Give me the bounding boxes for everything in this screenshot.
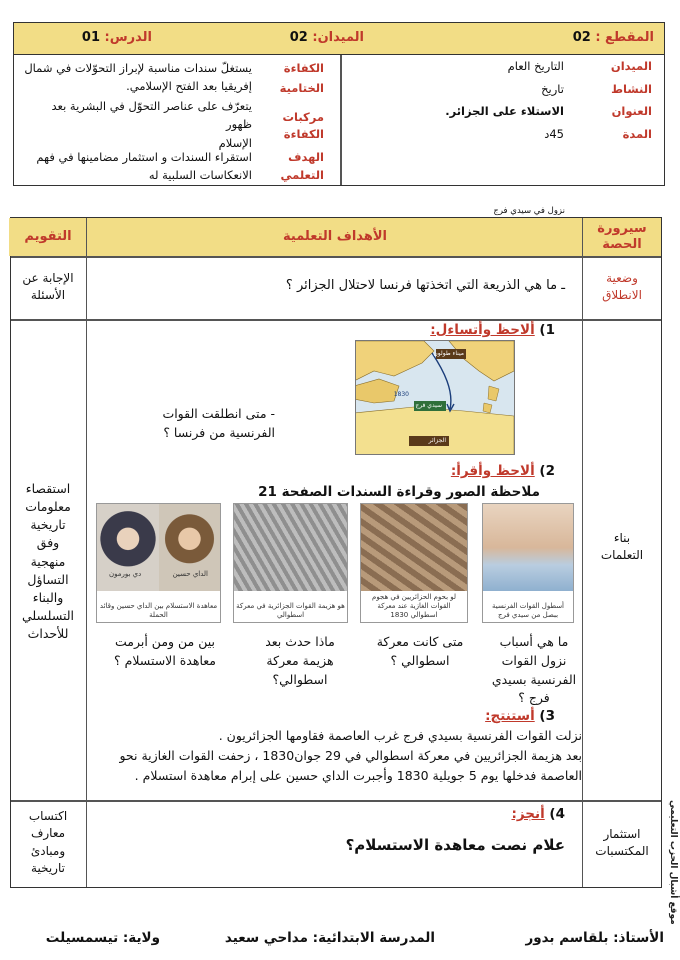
picture-treaty: الداي حسين دي بورمون معاهدة الاستسلام بين الداي حسين وقائد الحملة: [96, 503, 221, 623]
col-header-eval: التقويم: [9, 218, 87, 256]
footer-school: المدرسة الابتدائية: مداحي سعيد: [224, 930, 435, 946]
question-causes: ما هي أسباب نزول القوات الفرنسية بسيدي فرج ؟: [491, 634, 577, 706]
portrait-dey-hussein: [159, 504, 221, 591]
step3-heading: 3) أستنتج:: [485, 708, 555, 724]
question-treaty: بين من ومن أبرمت معاهدة الاستسلام ؟: [113, 634, 216, 668]
portrait-de-bourmont: [97, 504, 159, 591]
map-label-year: 1830: [393, 391, 409, 398]
picture-defeat: هو هزيمة القوات الجزائرية في معركة اسطوالي: [233, 503, 348, 623]
header-bar: [14, 23, 664, 55]
objective-label: الهدف التعلمي: [280, 150, 324, 183]
step4-heading: 4) أنجز:: [511, 806, 565, 822]
row-label-title: العنوان: [611, 104, 652, 118]
step3-conclusion: نزلت القوات الفرنسية بسيدي فرج غرب العاصمة فقاومها الجزائريون . بعد هزيمة الجزائريين في معركة اسطوالي في 29 جوان1830 ، زحفت القوات الغازية نحو العاصمة فدخلها يوم 5 جويلية 1830 وأجبرت الداي حسين على إبرام معاهدة استسلام .: [119, 728, 582, 783]
eval-invest: اكتساب معارف ومبادئ تاريخية: [28, 809, 68, 876]
row-label-build: بناء التعلمات: [600, 531, 644, 563]
map-label-toulon: ميناء طولون: [433, 350, 464, 357]
map-label-sidi-ferruch: سيدي فرج: [415, 402, 442, 409]
row-label-domain: الميدان: [610, 59, 652, 73]
question-after-defeat: ماذا حدث بعد هزيمة معركة اسطوالي؟: [265, 634, 335, 687]
row-label-invest: استثمار المكتسبات: [595, 827, 649, 859]
eval-launch: الإجابة عن الأسئلة: [22, 271, 74, 303]
side-watermark: موقع أشبال الحزب التعليمي: [668, 800, 678, 925]
step4-question: علام نصت معاهدة الاستسلام؟: [345, 836, 565, 854]
competence-value: يستغلّ سندات مناسبة لإبراز التحوّلات في شمال إفريقيا بعد الفتح الإسلامي.: [24, 61, 252, 94]
col-header-goals: الأهداف التعلمية: [87, 218, 583, 256]
footer-teacher: الأستاذ: بلقاسم بدور: [525, 930, 664, 946]
field-field: الميدان: 02: [289, 30, 364, 45]
row-value-activity: تاريخ: [541, 82, 564, 96]
step2-heading: 2) ألاحظ وأقرأ:: [450, 463, 555, 479]
picture-fleet: أسطول القوات الفرنسية ببصل من سيدي فرج: [482, 503, 574, 623]
subtitle: نزول في سيدي فرج: [493, 206, 565, 216]
lesson-field: الدرس: 01: [81, 30, 152, 45]
row-label-duration: المدة: [622, 127, 652, 141]
row-label-launch: وضعية الانطلاق: [602, 271, 642, 303]
segment-field: المقطع : 02: [572, 30, 654, 45]
components-value: يتعرّف على عناصر التحوّل في البشرية بعد ظهور الإسلام: [51, 99, 252, 150]
eval-build: استقصاء معلومات تاريخية وفق منهجية التساؤل والبناء التسلسلي للأحداث: [21, 481, 75, 641]
picture-battle: لو بحوم الحزائريين في هجوم القوات الغازية عند معركة اسطوالي 1830: [360, 503, 468, 623]
objective-value: استقراء السندات و استثمار مضامينها في فهم الانعكاسات السلبية له: [36, 150, 252, 183]
map-image: [355, 340, 515, 455]
footer-province: ولاية: تيسمسيلت: [45, 930, 160, 946]
step1-heading: 1) ألاحظ وأتساءل:: [430, 322, 555, 338]
lesson-header: [13, 22, 665, 186]
question-staoueli-date: متى كانت معركة اسطوالي ؟: [376, 634, 464, 668]
row-value-domain: التاريخ العام: [507, 59, 564, 73]
row-label-activity: النشاط: [611, 82, 652, 96]
step2-instruction: ملاحظة الصور وقراءة السندات الصفحة 21: [258, 484, 540, 500]
step1-question: - متى انطلقت القوات الفرنسية من فرنسا ؟: [162, 406, 275, 440]
row-value-duration: 45د: [544, 127, 564, 141]
components-label: مركبات الكفاءة: [282, 110, 324, 142]
map-label-algeria: الجزائر: [428, 437, 446, 444]
competence-label: الكفاءة الختامية: [279, 61, 324, 95]
launch-question: ـ ما هي الذريعة التي اتخذتها فرنسا لاحتلال الجزائر ؟: [285, 278, 565, 293]
col-header-process: سيرورة الحصة: [583, 218, 661, 256]
row-value-title: الاستلاء على الجزائر.: [445, 104, 564, 118]
